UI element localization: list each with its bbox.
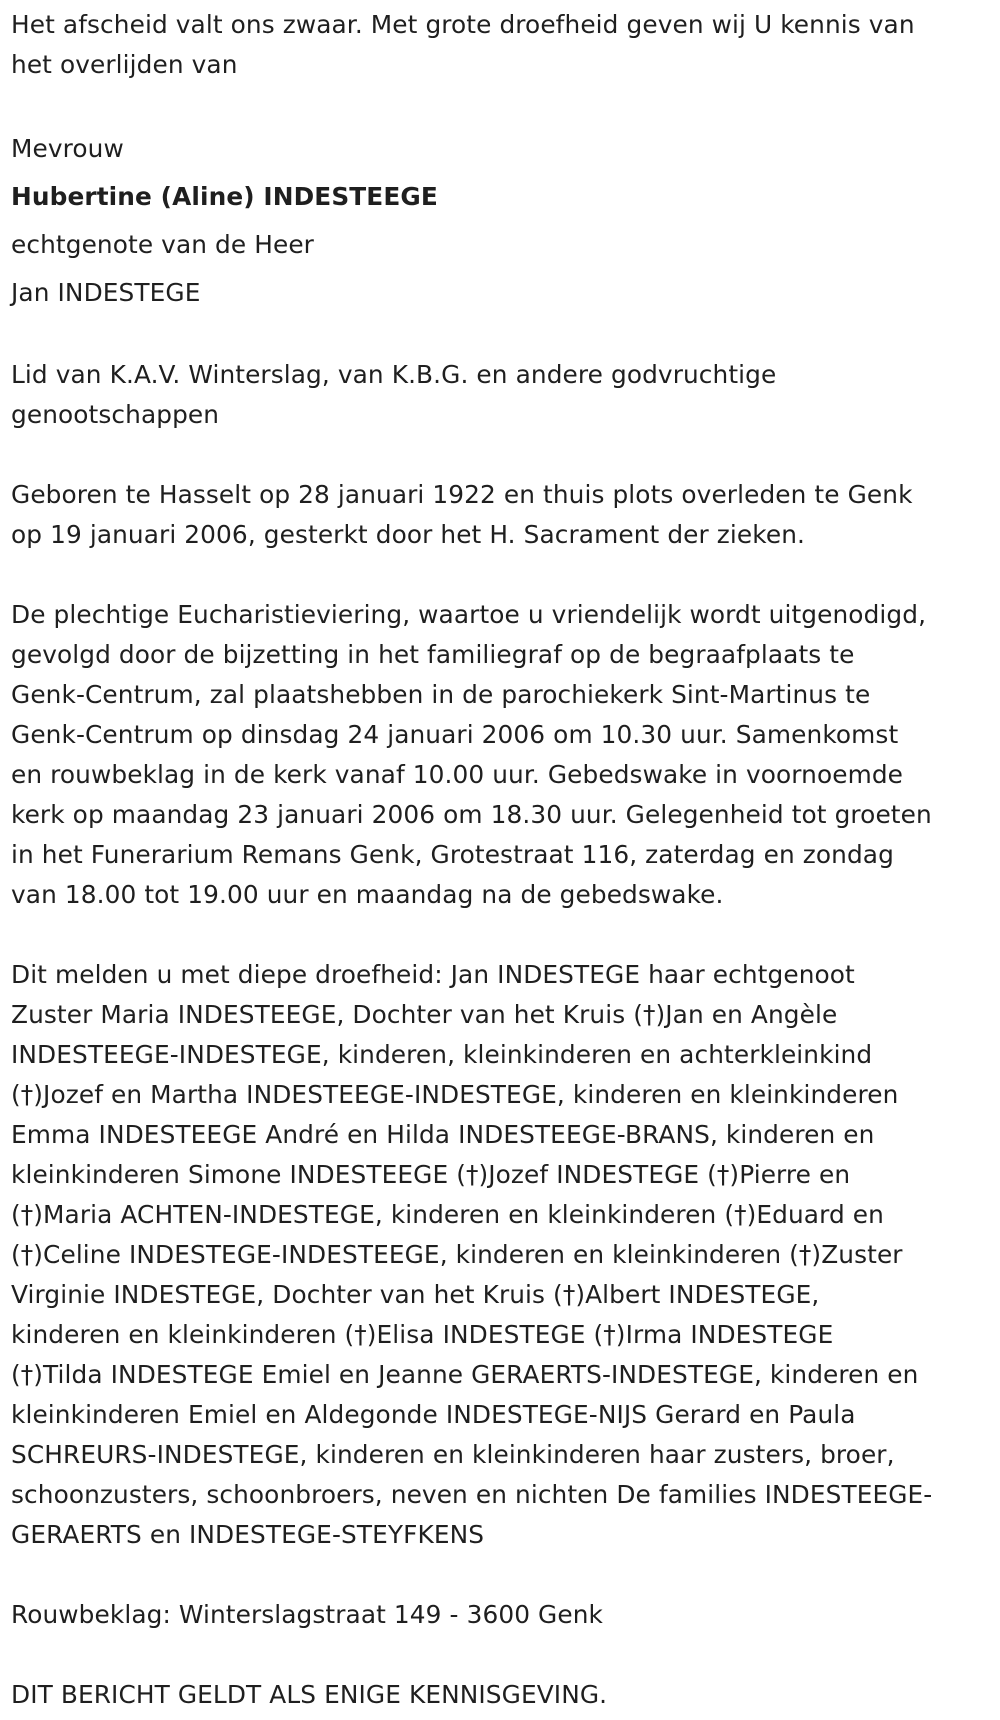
- ceremony-line: Genk-Centrum, zal plaatshebben in de parochiekerk Sint-Martinus te: [11, 680, 871, 709]
- family-line: (†)Jozef en Martha INDESTEEGE-INDESTEGE, kinderen en kleinkinderen: [11, 1080, 899, 1109]
- ceremony-line: De plechtige Eucharistieviering, waartoe u vriendelijk wordt uitgenodigd,: [11, 600, 927, 629]
- family-line: SCHREURS-INDESTEGE, kinderen en kleinkinderen haar zusters, broer,: [11, 1440, 895, 1469]
- family-line: kinderen en kleinkinderen (†)Elisa INDESTEGE (†)Irma INDESTEGE: [11, 1320, 834, 1349]
- family-line: kleinkinderen Simone INDESTEEGE (†)Jozef INDESTEGE (†)Pierre en: [11, 1160, 851, 1189]
- ceremony-line: van 18.00 tot 19.00 uur en maandag na de gebedswake.: [11, 880, 724, 909]
- deceased-title: Mevrouw: [11, 134, 124, 163]
- family-line: schoonzusters, schoonbroers, neven en nichten De families INDESTEEGE-: [11, 1480, 933, 1509]
- family-line: (†)Celine INDESTEGE-INDESTEEGE, kinderen en kleinkinderen (†)Zuster: [11, 1240, 903, 1269]
- ceremony-line: gevolgd door de bijzetting in het familiegraf op de begraafplaats te: [11, 640, 855, 669]
- membership-paragraph: [11, 355, 990, 435]
- family-paragraph: [11, 955, 990, 1555]
- family-line: Dit melden u met diepe droefheid: Jan INDESTEGE haar echtgenoot: [11, 960, 855, 989]
- membership-line: Lid van K.A.V. Winterslag, van K.B.G. en andere godvruchtige: [11, 360, 777, 389]
- ceremony-line: Genk-Centrum op dinsdag 24 januari 2006 om 10.30 uur. Samenkomst: [11, 720, 899, 749]
- family-line: (†)Maria ACHTEN-INDESTEGE, kinderen en kleinkinderen (†)Eduard en: [11, 1200, 884, 1229]
- family-line: GERAERTS en INDESTEGE-STEYFKENS: [11, 1520, 485, 1549]
- condolence-paragraph: [11, 1595, 990, 1635]
- deceased-block: [11, 125, 990, 317]
- ceremony-line: en rouwbeklag in de kerk vanaf 10.00 uur. Gebedswake in voornoemde: [11, 760, 904, 789]
- notice-text: DIT BERICHT GELDT ALS ENIGE KENNISGEVING.: [11, 1680, 608, 1709]
- notice-paragraph: [11, 1675, 990, 1715]
- family-line: Virginie INDESTEGE, Dochter van het Kruis (†)Albert INDESTEGE,: [11, 1280, 820, 1309]
- ceremony-paragraph: [11, 595, 990, 915]
- family-line: (†)Tilda INDESTEGE Emiel en Jeanne GERAERTS-INDESTEGE, kinderen en: [11, 1360, 919, 1389]
- ceremony-line: in het Funerarium Remans Genk, Grotestraat 116, zaterdag en zondag: [11, 840, 894, 869]
- family-line: Zuster Maria INDESTEEGE, Dochter van het Kruis (†)Jan en Angèle: [11, 1000, 838, 1029]
- family-line: INDESTEEGE-INDESTEGE, kinderen, kleinkinderen en achterkleinkind: [11, 1040, 873, 1069]
- intro-paragraph: [11, 5, 990, 85]
- intro-line: Het afscheid valt ons zwaar. Met grote droefheid geven wij U kennis van: [11, 10, 915, 39]
- intro-line: het overlijden van: [11, 50, 238, 79]
- spouse-name: Jan INDESTEGE: [11, 278, 201, 307]
- family-line: kleinkinderen Emiel en Aldegonde INDESTEGE-NIJS Gerard en Paula: [11, 1400, 856, 1429]
- birth-death-paragraph: [11, 475, 990, 555]
- condolence-address: Rouwbeklag: Winterslagstraat 149 - 3600 Genk: [11, 1600, 604, 1629]
- ceremony-line: kerk op maandag 23 januari 2006 om 18.30 uur. Gelegenheid tot groeten: [11, 800, 932, 829]
- birth-death-line: Geboren te Hasselt op 28 januari 1922 en thuis plots overleden te Genk: [11, 480, 913, 509]
- family-line: Emma INDESTEEGE André en Hilda INDESTEEGE-BRANS, kinderen en: [11, 1120, 875, 1149]
- birth-death-line: op 19 januari 2006, gesterkt door het H. Sacrament der zieken.: [11, 520, 805, 549]
- deceased-relation: echtgenote van de Heer: [11, 230, 314, 259]
- deceased-name: Hubertine (Aline) INDESTEEGE: [11, 182, 438, 211]
- membership-line: genootschappen: [11, 400, 220, 429]
